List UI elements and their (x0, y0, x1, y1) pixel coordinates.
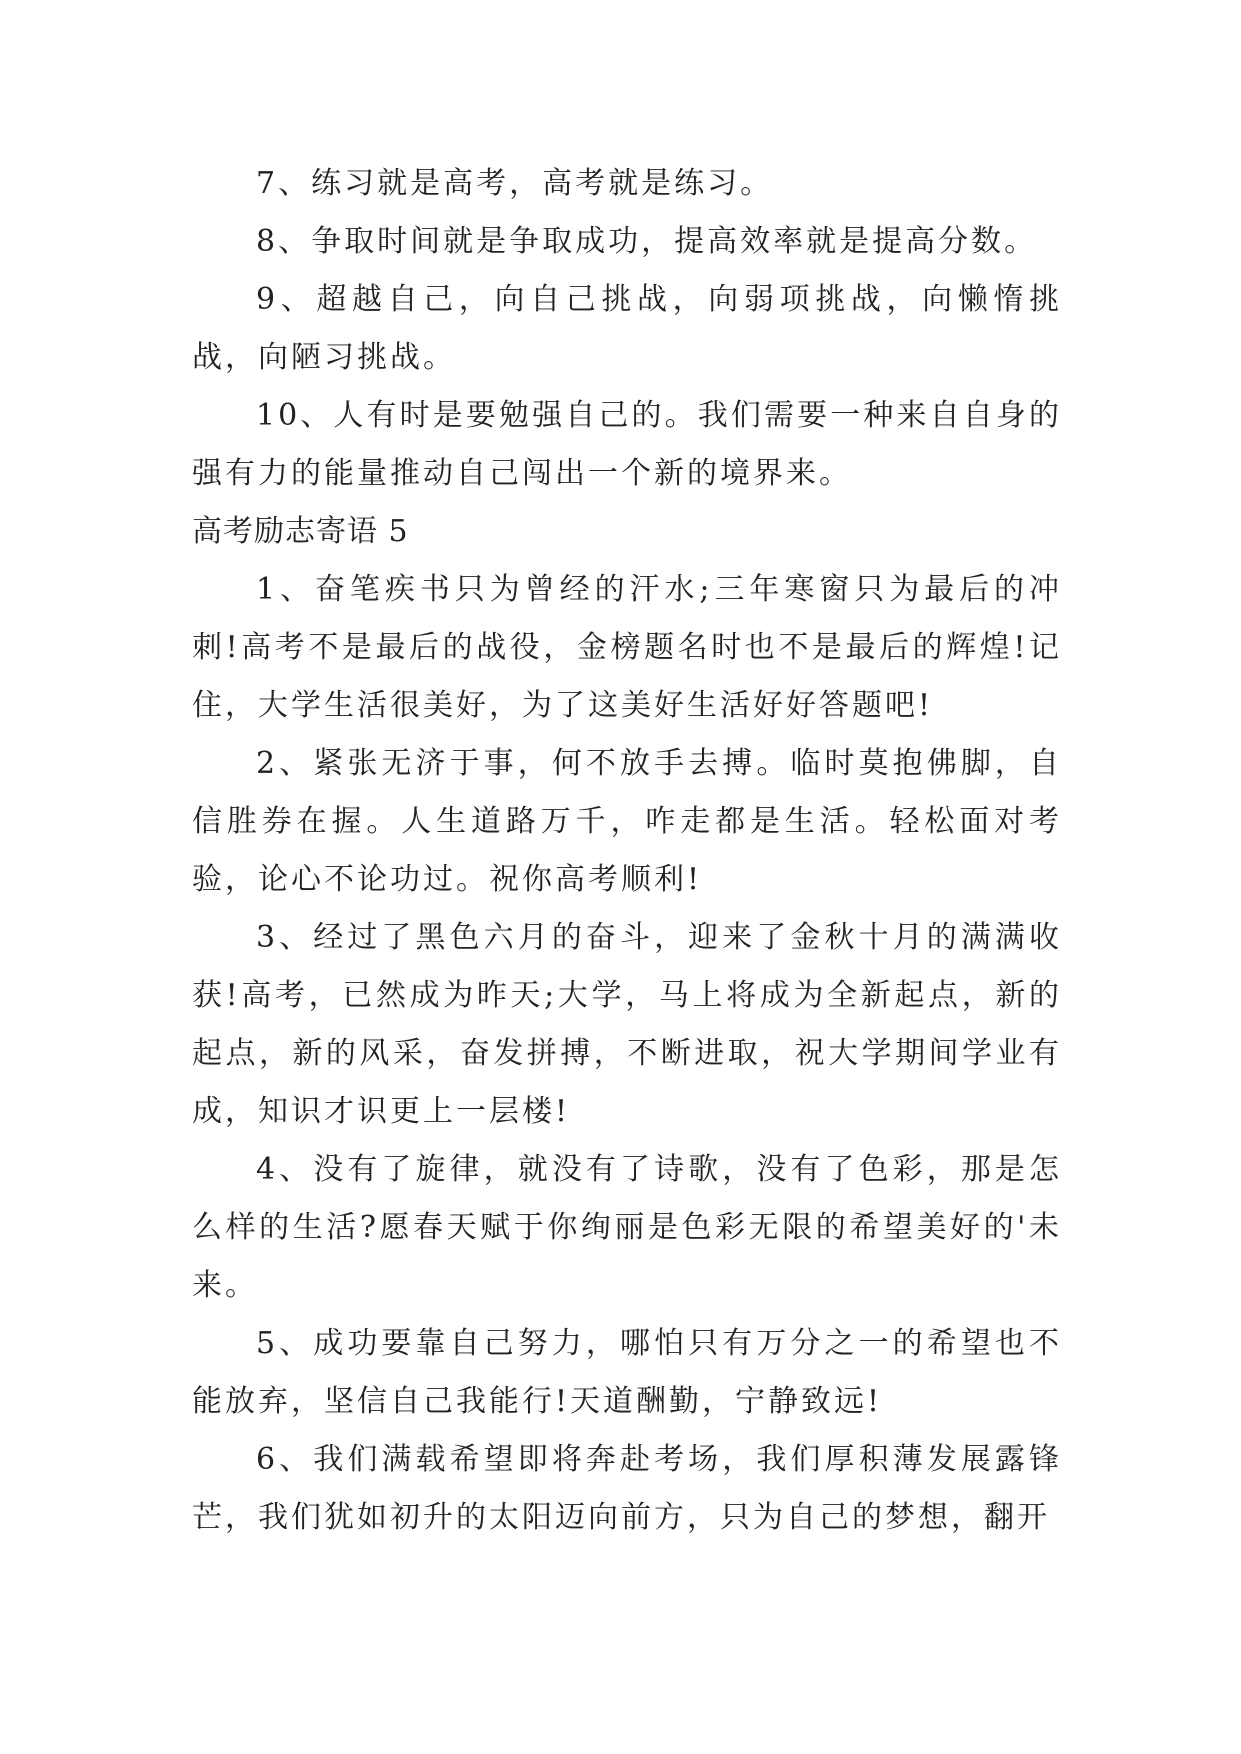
paragraph-3: 3、经过了黑色六月的奋斗，迎来了金秋十月的满满收获!高考，已然成为昨天;大学，马上将成为全新起点，新的起点，新的风采，奋发拼搏，不断进取，祝大学期间学业有成，知识才识更上一层楼! (192, 920, 1062, 1129)
paragraph-6: 6、我们满载希望即将奔赴考场，我们厚积薄发展露锋芒，我们犹如初升的太阳迈向前方，只为自己的梦想，翻开 (192, 1442, 1062, 1535)
section-heading: 高考励志寄语 5 (192, 514, 409, 549)
paragraph-10: 10、人有时是要勉强自己的。我们需要一种来自自身的强有力的能量推动自己闯出一个新的境界来。 (192, 398, 1062, 491)
paragraph-4: 4、没有了旋律，就没有了诗歌，没有了色彩，那是怎么样的生活?愿春天赋于你绚丽是色彩无限的希望美好的'未来。 (192, 1152, 1062, 1303)
paragraph-5: 5、成功要靠自己努力，哪怕只有万分之一的希望也不能放弃，坚信自己我能行!天道酬勤，宁静致远! (192, 1326, 1062, 1419)
paragraph-2: 2、紧张无济于事，何不放手去搏。临时莫抱佛脚，自信胜券在握。人生道路万千，咋走都是生活。轻松面对考验，论心不论功过。祝你高考顺利! (192, 746, 1062, 897)
paragraph-7: 7、练习就是高考，高考就是练习。 (256, 166, 774, 201)
paragraph-8: 8、争取时间就是争取成功，提高效率就是提高分数。 (256, 224, 1038, 259)
paragraph-9: 9、超越自己，向自己挑战，向弱项挑战，向懒惰挑战，向陋习挑战。 (192, 282, 1062, 375)
document-page (192, 155, 1062, 1547)
paragraph-1: 1、奋笔疾书只为曾经的汗水;三年寒窗只为最后的冲刺!高考不是最后的战役，金榜题名时也不是最后的辉煌!记住，大学生活很美好，为了这美好生活好好答题吧! (192, 572, 1062, 723)
